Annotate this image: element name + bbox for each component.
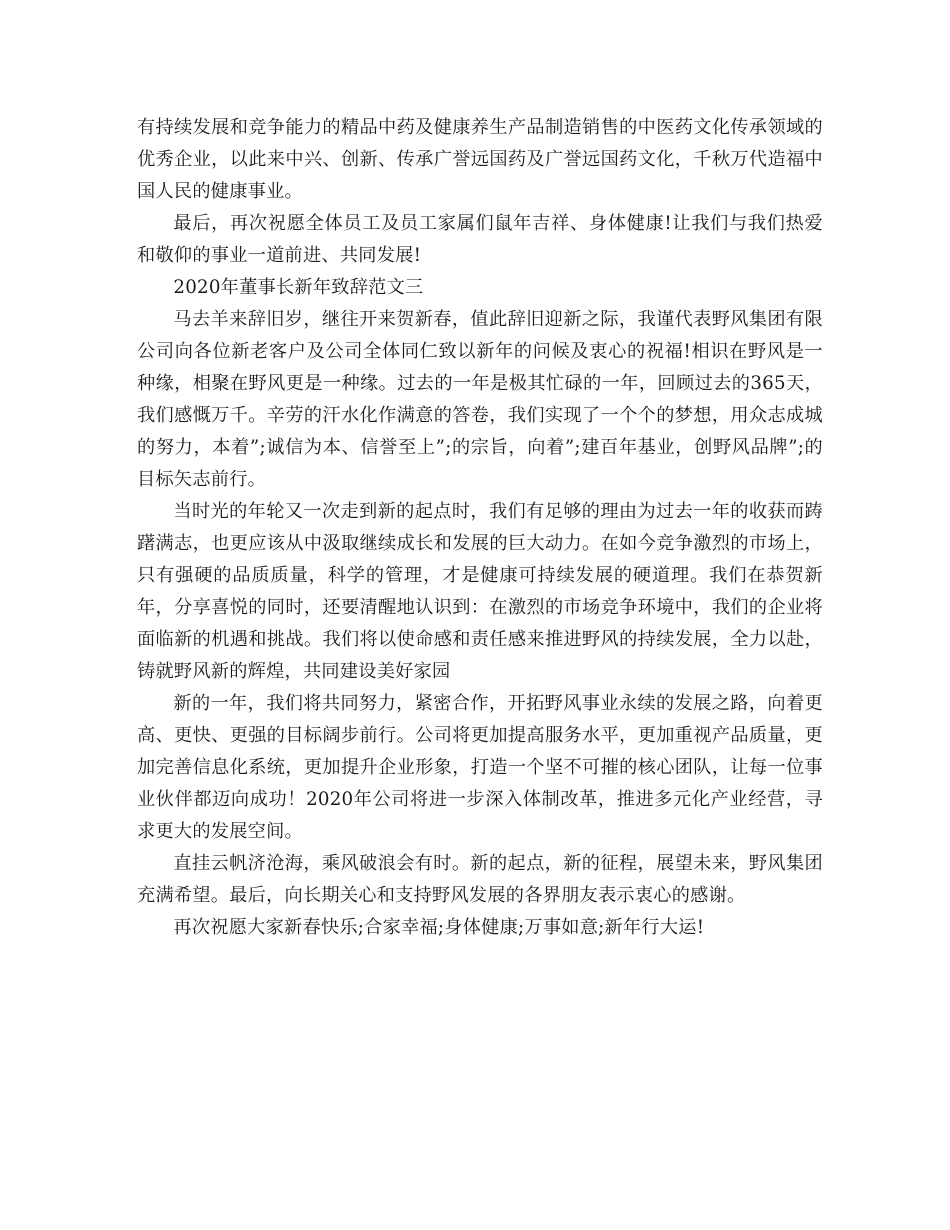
paragraph-greeting: 马去羊来辞旧岁，继往开来贺新春，值此辞旧迎新之际，我谨代表野风集团有限公司向各位新老客户及公司全体同仁致以新年的问候及衷心的祝福!相识在野风是一种缘，相聚在野风更是一种缘。过去的一年是极其忙碌的一年，回顾过去的365天，我们感慨万千。辛劳的汗水化作满意的答卷，我们实现了一个个的梦想，用众志成城的努力，本着”;诚信为本、信誉至上”;的宗旨，向着”;建百年基业，创野风品牌”;的目标矢志前行。 bbox=[137, 309, 823, 490]
section-heading: 2020年董事长新年致辞范文三 bbox=[173, 277, 424, 298]
paragraph-continued: 有持续发展和竞争能力的精品中药及健康养生产品制造销售的中医药文化传承领域的优秀企业，以此来中兴、创新、传承广誉远国药及广誉远国药文化，千秋万代造福中国人民的健康事业。 bbox=[137, 117, 823, 202]
paragraph-outlook: 直挂云帆济沧海，乘风破浪会有时。新的起点，新的征程，展望未来，野风集团充满希望。最后，向长期关心和支持野风发展的各界朋友表示衷心的感谢。 bbox=[137, 853, 823, 906]
paragraph-closing-wishes: 最后，再次祝愿全体员工及员工家属们鼠年吉祥、身体健康!让我们与我们热爱和敬仰的事业一道前进、共同发展! bbox=[137, 213, 823, 266]
paragraph-new-year-plan: 新的一年，我们将共同努力，紧密合作，开拓野风事业永续的发展之路，向着更高、更快、更强的目标阔步前行。公司将更加提高服务水平，更加重视产品质量，更加完善信息化系统，更加提升企业形象，打造一个坚不可摧的核心团队，让每一位事业伙伴都迈向成功！2020年公司将进一步深入体制改革，推进多元化产业经营，寻求更大的发展空间。 bbox=[137, 693, 823, 842]
paragraph-final-wishes: 再次祝愿大家新春快乐;合家幸福;身体健康;万事如意;新年行大运! bbox=[173, 917, 705, 938]
document-body bbox=[137, 112, 823, 944]
paragraph-reflection: 当时光的年轮又一次走到新的起点时，我们有足够的理由为过去一年的收获而踌躇满志，也更应该从中汲取继续成长和发展的巨大动力。在如今竞争激烈的市场上，只有强硬的品质质量，科学的管理，才是健康可持续发展的硬道理。我们在恭贺新年，分享喜悦的同时，还要清醒地认识到：在激烈的市场竞争环境中，我们的企业将面临新的机遇和挑战。我们将以使命感和责任感来推进野风的持续发展，全力以赴，铸就野风新的辉煌，共同建设美好家园 bbox=[137, 501, 823, 682]
